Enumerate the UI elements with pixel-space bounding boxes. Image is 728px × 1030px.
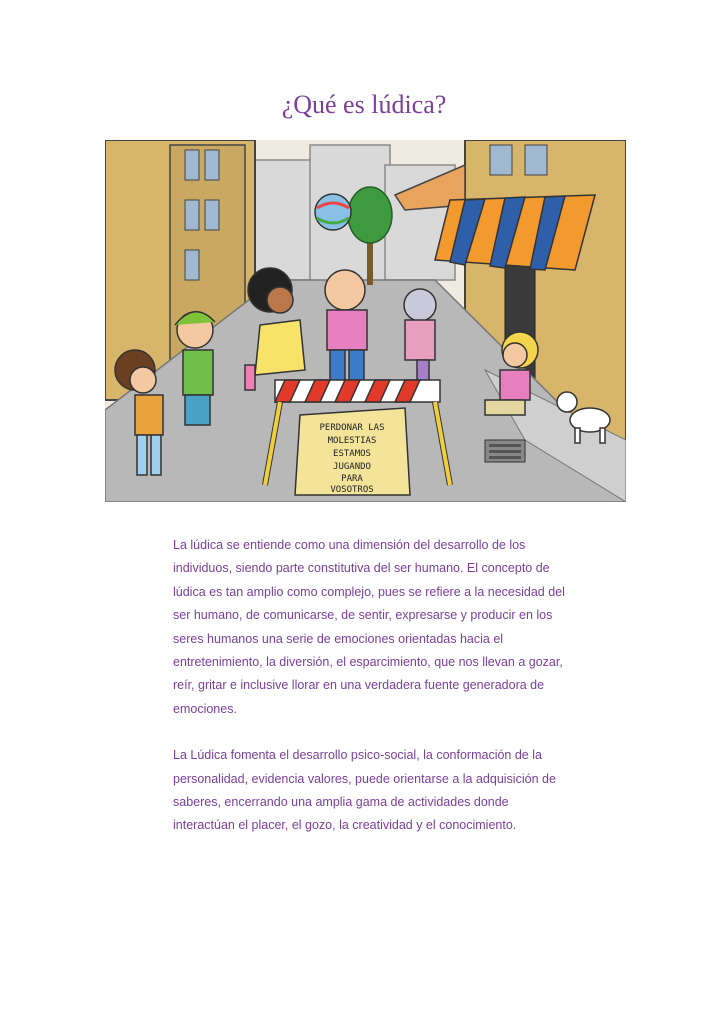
sign-line-6: VOSOTROS — [330, 485, 374, 495]
drain-grate — [485, 440, 525, 462]
sign-board — [295, 408, 410, 495]
striped-awning — [435, 195, 595, 270]
children-playing-illustration — [105, 140, 626, 502]
paragraph-2: La Lúdica fomenta el desarrollo psico-social, la conformación de la personalidad, evidencia valores, puede orientarse a la adquisición de saberes, encerrando una amplia gama de actividades donde interactúan el placer, el gozo, la creatividad y el conocimiento. — [173, 748, 556, 833]
page-title: ¿Qué es lúdica? — [281, 90, 447, 119]
ball — [315, 194, 351, 230]
sign-line-4: JUGANDO — [333, 462, 371, 472]
body-text — [173, 534, 573, 838]
sign-line-5: PARA — [341, 474, 363, 484]
paragraph-1: La lúdica se entiende como una dimensión del desarrollo de los individuos, siendo parte constitutiva del ser humano. El concepto de lúdica es tan amplio como complejo, pues se refiere a la necesidad del ser humano, de comunicarse, de sentir, expresarse y producir en los seres humanos una serie de emociones orientadas hacia el entretenimiento, la diversión, el esparcimiento, que nos llevan a gozar, reír, gritar e inclusive llorar en una verdadera fuente generadora de emociones. — [173, 538, 565, 716]
sign-line-2: MOLESTIAS — [327, 436, 377, 446]
sign-line-1: PERDONAR LAS — [319, 423, 385, 433]
sign-line-3: ESTAMOS — [333, 449, 371, 459]
